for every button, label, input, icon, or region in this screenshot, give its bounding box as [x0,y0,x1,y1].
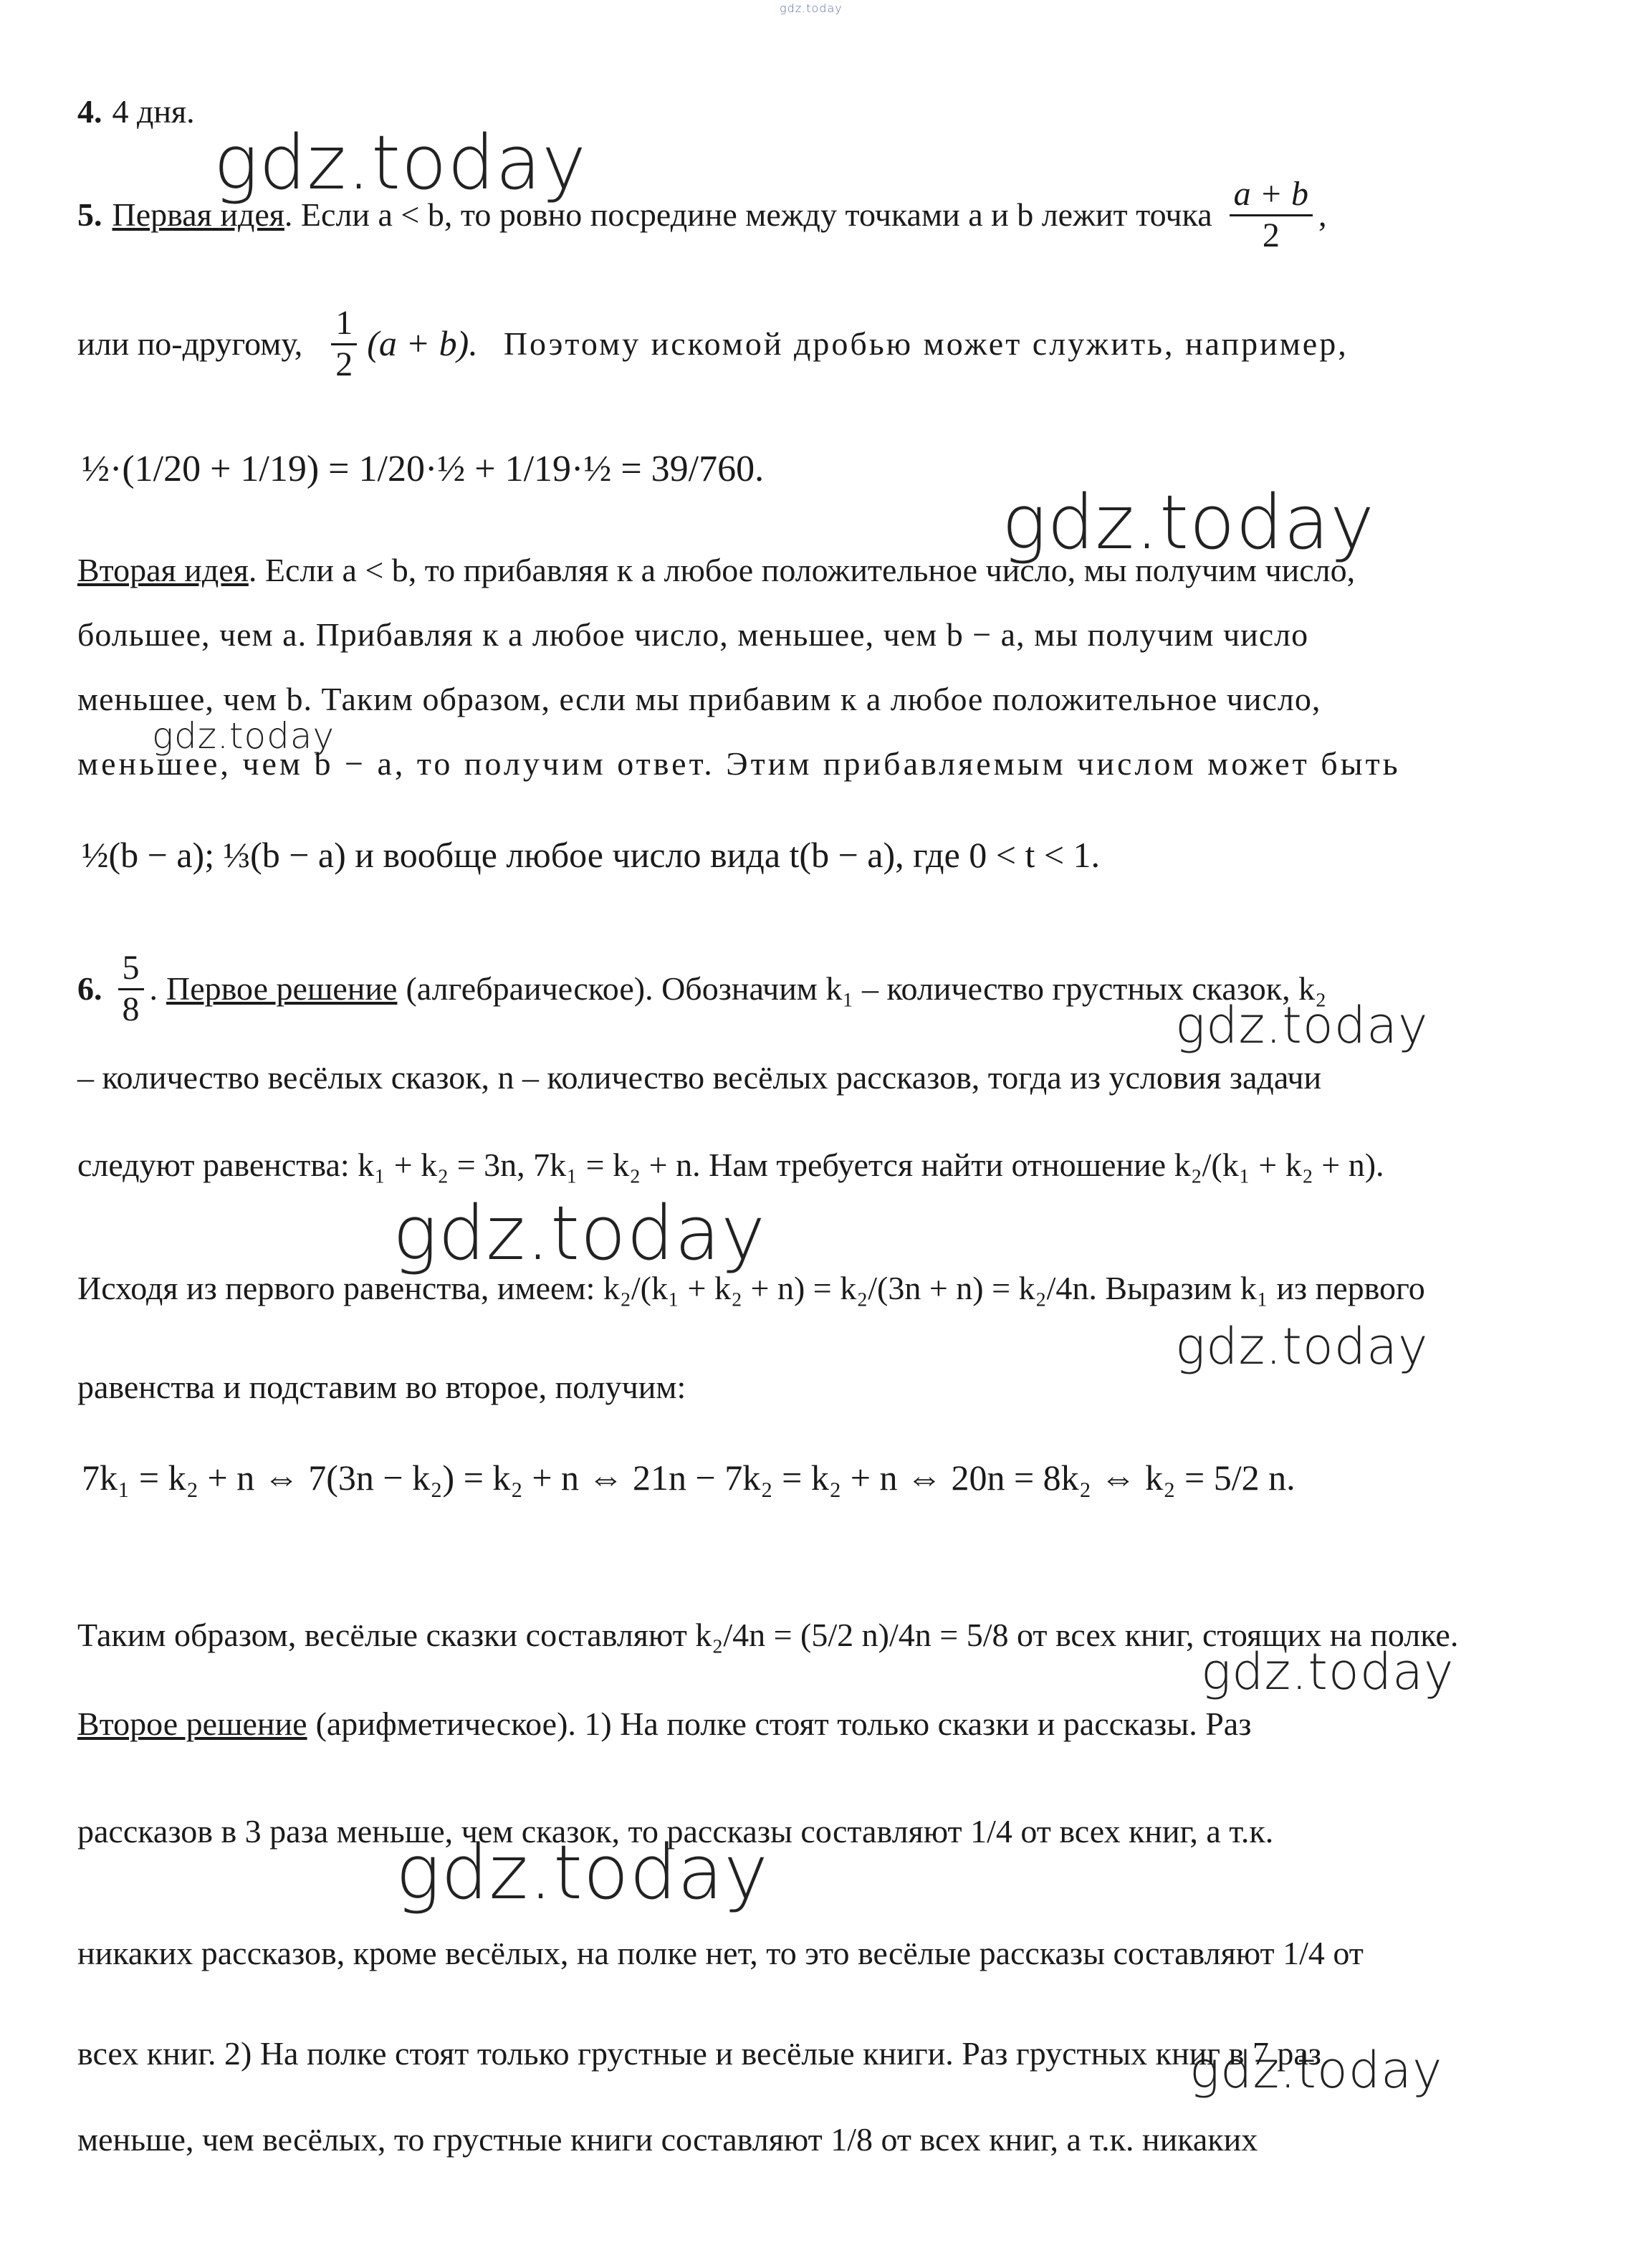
problem-6-text: Исходя из первого равенства, имеем: k₂/(k₁ + k₂ + n) = k₂/(3n + n) = k₂/4n. Выразим k₁ из первого [77,1270,1425,1306]
fraction-midpoint [1230,175,1313,255]
problem-6-text: (алгебраическое). Обозначим k₁ – количество грустных сказок, k₂ [406,970,1327,1007]
problem-6-line-12 [77,2121,1503,2159]
math-formula: ½(b − a); ⅓(b − a) и вообще любое число вида t(b − a), где 0 < t < 1. [82,835,1101,875]
problem-6-line-3 [77,1147,1503,1185]
problem-6-line-11 [77,2035,1503,2073]
watermark: gdz.today [396,1829,769,1916]
problem-6-line-1: 6. $\frac{5}{8}$ . Первое решение (алгебраическое). Обозначим k₁ – количество грустных сказок, k₂ [77,949,1327,1028]
problem-5-line-4 [77,552,1503,590]
solution-1-heading: Первое решение [166,970,398,1007]
problem-5-line-6 [77,681,1503,719]
problem-5-line-2 [77,301,1503,387]
problem-6-text: следуют равенства: k₁ + k₂ = 3n, 7k₁ = k₂ + n. Нам требуется найти отношение k₂/(k₁ + k₂ + n). [77,1147,1384,1183]
problem-6-text: никаких рассказов, кроме весёлых, на полке нет, то это весёлые рассказы составляют 1/4 от [77,1935,1364,1971]
problem-6-text: Таким образом, весёлые сказки составляют k₂/4n = (5/2 n)/4n = 5/8 от всех книг, стоящих на полке. [77,1617,1459,1653]
problem-6-text: всех книг. 2) На полке стоят только грустные и весёлые книги. Раз грустных книг в 7 раз [77,2035,1321,2072]
problem-6-line-5 [77,1369,1503,1407]
watermark: gdz.today [1201,1642,1455,1701]
idea-1-heading: Первая идея [112,196,284,233]
problem-6-text: меньше, чем весёлых, то грустные книги составляют 1/8 от всех книг, а т.к. никаких [77,2121,1258,2158]
math-formula: 7k₁ = k₂ + n ⇔ 7(3n − k₂) = k₂ + n ⇔ 21n − 7k₂ = k₂ + n ⇔ 20n = 8k₂ ⇔ k₂ = 5/2 n. [82,1458,1296,1498]
problem-5-text: меньшее, чем b − a, то получим ответ. Этим прибавляемым числом может быть [77,745,1401,782]
watermark: gdz.today [214,119,587,206]
problem-4 [77,93,1503,131]
problem-6-text: – количество весёлых сказок, n – количество весёлых рассказов, тогда из условия задачи [77,1059,1322,1096]
problem-number: 5. [77,196,102,233]
punctuation: , [1318,196,1327,233]
problem-6-line-10 [77,1935,1503,1973]
fraction-denominator: 2 [335,345,353,383]
fraction-numerator: 1 [331,304,357,345]
problem-5-text: большее, чем a. Прибавляя к a любое число, меньшее, чем b − a, мы получим число [77,616,1309,653]
problem-6-line-2 [77,1059,1503,1097]
fraction-numerator: a + b [1230,175,1313,216]
watermark: gdz.today [1175,1317,1429,1376]
problem-5-line-5 [77,616,1503,654]
problem-4-answer: 4 дня. [112,93,195,130]
fraction-denominator: 2 [1262,216,1280,254]
problem-6-formula [77,1458,1503,1499]
problem-6-line-7 [77,1617,1503,1655]
watermark: gdz.today [1002,479,1375,566]
fraction-numerator: 5 [118,949,144,990]
problem-5-line-8 [77,835,1503,876]
problem-5-formula [77,430,1503,509]
problem-5-line-7 [77,745,1503,783]
problem-6-text: равенства и подставим во второе, получим: [77,1369,686,1405]
problem-number: 4. [77,93,102,130]
solution-2-heading: Второе решение [77,1705,307,1742]
problem-6-text: рассказов в 3 раза меньше, чем сказок, то рассказы составляют 1/4 от всех книг, а т.к. [77,1813,1274,1850]
problem-5-text: Поэтому искомой дробью может служить, например, [503,325,1349,362]
fraction-answer [118,949,144,1029]
watermark-top: gdz.today [780,1,843,15]
problem-6-line-4 [77,1270,1503,1308]
fraction-half [331,304,357,384]
watermark: gdz.today [1189,2041,1443,2100]
problem-5-text: меньшее, чем b. Таким образом, если мы прибавим к a любое положительное число, [77,681,1321,717]
problem-6-text: (арифметическое). 1) На полке стоят только сказки и рассказы. Раз [315,1705,1252,1742]
problem-5-text: или по-другому, [77,325,303,362]
problem-number: 6. [77,970,102,1007]
problem-5-text: . Если a < b, то ровно посредине между точками a и b лежит точка [284,196,1212,233]
watermark: gdz.today [1175,996,1429,1055]
math-formula: ½·(1/20 + 1/19) = 1/20·½ + 1/19·½ = 39/760. [82,449,765,490]
math-expression: (a + b). [367,323,478,364]
problem-6-line-9 [77,1813,1503,1851]
fraction-denominator: 8 [122,990,140,1028]
watermark: gdz.today [393,1190,766,1277]
watermark: gdz.today [152,715,335,757]
problem-5-line-1 [77,172,1503,258]
problem-6-line-8 [77,1705,1503,1743]
idea-2-heading: Вторая идея [77,552,249,588]
problem-5-text: . Если a < b, то прибавляя к a любое положительное число, мы получим число, [248,552,1356,588]
